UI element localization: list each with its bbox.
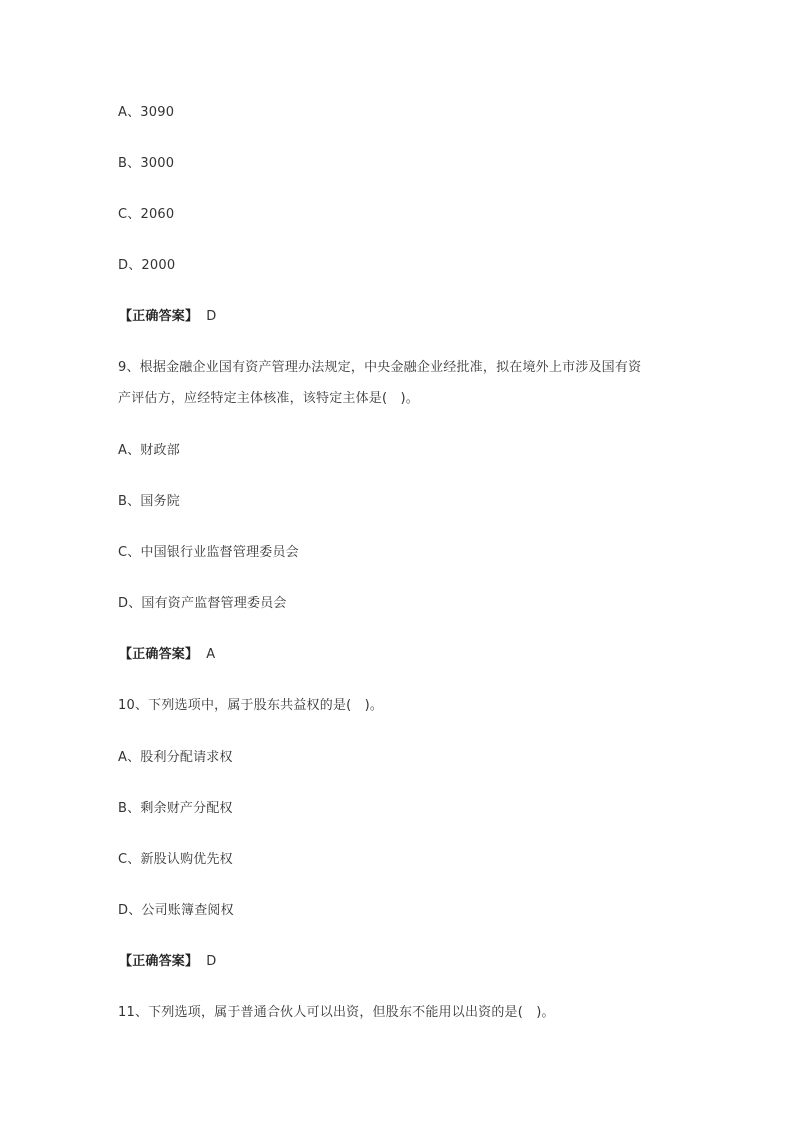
q10-option-c: C、新股认购优先权	[118, 852, 233, 867]
q10-option-a: A、股利分配请求权	[118, 750, 233, 765]
answer-value: D	[206, 309, 217, 324]
q9-option-d: D、国有资产监督管理委员会	[118, 596, 287, 611]
q9-option-b: B、国务院	[118, 494, 180, 509]
answer-value: D	[206, 954, 217, 969]
q11-question: 11、下列选项，属于普通合伙人可以出资，但股东不能用以出资的是( )。	[118, 1005, 555, 1020]
answer-value: A	[206, 647, 216, 662]
q8-option-d: D、2000	[118, 258, 176, 273]
q9-question-line2: 产评估方，应经特定主体核准，该特定主体是( )。	[118, 391, 419, 406]
answer-label: 【正确答案】	[119, 954, 199, 969]
q10-option-b: B、剩余财产分配权	[118, 801, 233, 816]
q9-question-line1: 9、根据金融企业国有资产管理办法规定，中央金融企业经批准，拟在境外上市涉及国有资	[118, 360, 642, 375]
answer-label: 【正确答案】	[119, 309, 199, 324]
q10-option-d: D、公司账簿查阅权	[118, 903, 234, 918]
q8-option-a: A、3090	[118, 105, 175, 120]
q8-option-c: C、2060	[118, 207, 175, 222]
q9-option-a: A、财政部	[118, 443, 180, 458]
q9-option-c: C、中国银行业监督管理委员会	[118, 545, 299, 560]
answer-label: 【正确答案】	[119, 647, 199, 662]
q8-correct-answer	[119, 309, 216, 325]
q10-correct-answer	[119, 954, 216, 970]
q9-correct-answer	[119, 647, 215, 663]
q10-question: 10、下列选项中，属于股东共益权的是( )。	[118, 698, 384, 713]
q8-option-b: B、3000	[118, 156, 175, 171]
